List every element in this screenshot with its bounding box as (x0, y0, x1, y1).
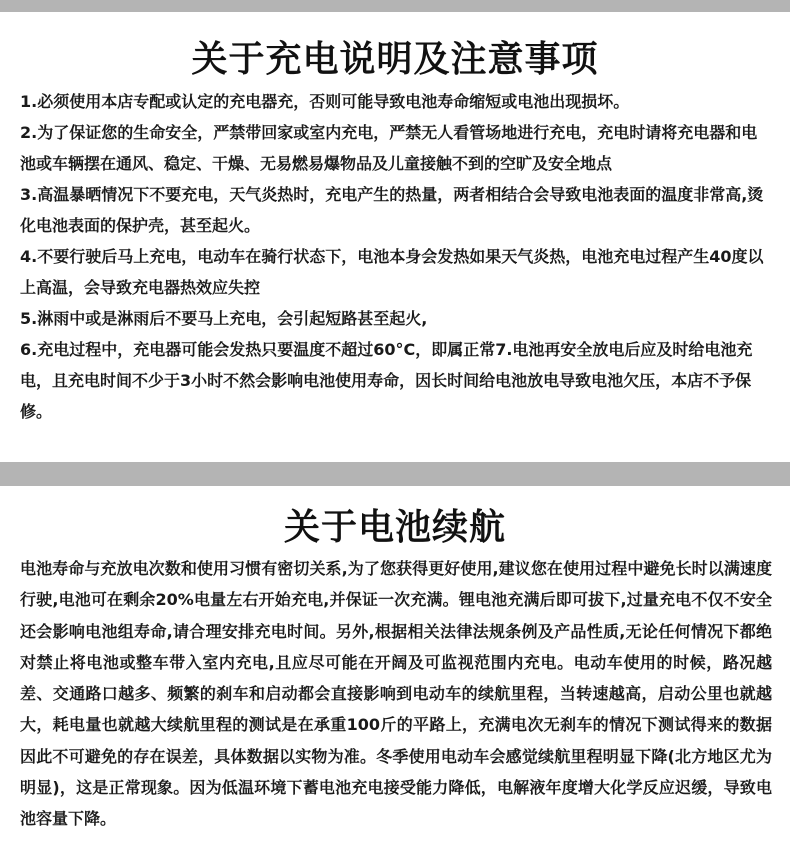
instruction-item-2: 2.为了保证您的生命安全，严禁带回家或室内充电，严禁无人看管场地进行充电，充电时请将充电器和电池或车辆摆在通风、稳定、干燥、无易燃易爆物品及儿童接触不到的空旷及安全地点 (20, 123, 758, 173)
instruction-item-6: 6.充电过程中，充电器可能会发热只要温度不超过60°C，即属正常7.电池再安全放电后应及时给电池充电，且充电时间不少于3小时不然会影响电池使用寿命，因长时间给电池放电导致电池欠压，本店不予保修。 (20, 340, 753, 421)
middle-divider-band (0, 462, 790, 486)
instruction-item-4: 4.不要行驶后马上充电，电动车在骑行状态下，电池本身会发热如果天气炎热，电池充电过程产生40度以上高温，会导致充电器热效应失控 (20, 247, 764, 297)
battery-range-paragraph: 电池寿命与充放电次数和使用习惯有密切关系,为了您获得更好使用,建议您在使用过程中避免长时以满速度行驶,电池可在剩余20%电量左右开始充电,并保证一次充满。锂电池充满后即可拔下,过量充电不仅不安全还会影响电池组寿命,请合理安排充电时间。另外,根据相关法律法规条例及产品性质,无论任何情况下都绝对禁止将电池或整车带入室内充电,且应尽可能在开阔及可监视范围内充电。电动车使用的时候，路况越差、交通路口越多、频繁的刹车和启动都会直接影响到电动车的续航里程，当转速越高，启动公里也就越大，耗电量也就越大续航里程的测试是在承重100斤的平路上，充满电次无刹车的情况下测试得来的数据因此不可避免的存在误差，具体数据以实物为准。冬季使用电动车会感觉续航里程明显下降(北方地区尤为明显)，这是正常现象。因为低温环境下蓄电池充电接受能力降低，电解液年度增大化学反应迟缓，导致电池容量下降。 (20, 559, 772, 829)
instruction-item-1: 1.必须使用本店专配或认定的充电器充，否则可能导致电池寿命缩短或电池出现损坏。 (20, 92, 630, 111)
instruction-item-3: 3.高温暴晒情况下不要充电，天气炎热时，充电产生的热量，两者相结合会导致电池表面的温度非常高,烫化电池表面的保护壳，甚至起火。 (20, 185, 764, 235)
top-divider-band (0, 0, 790, 12)
charging-instructions-list (20, 86, 772, 427)
instruction-item-5: 5.淋雨中或是淋雨后不要马上充电，会引起短路甚至起火, (20, 309, 428, 328)
battery-range-title: 关于电池续航 (283, 507, 506, 548)
charging-instructions-title: 关于充电说明及注意事项 (191, 39, 599, 80)
